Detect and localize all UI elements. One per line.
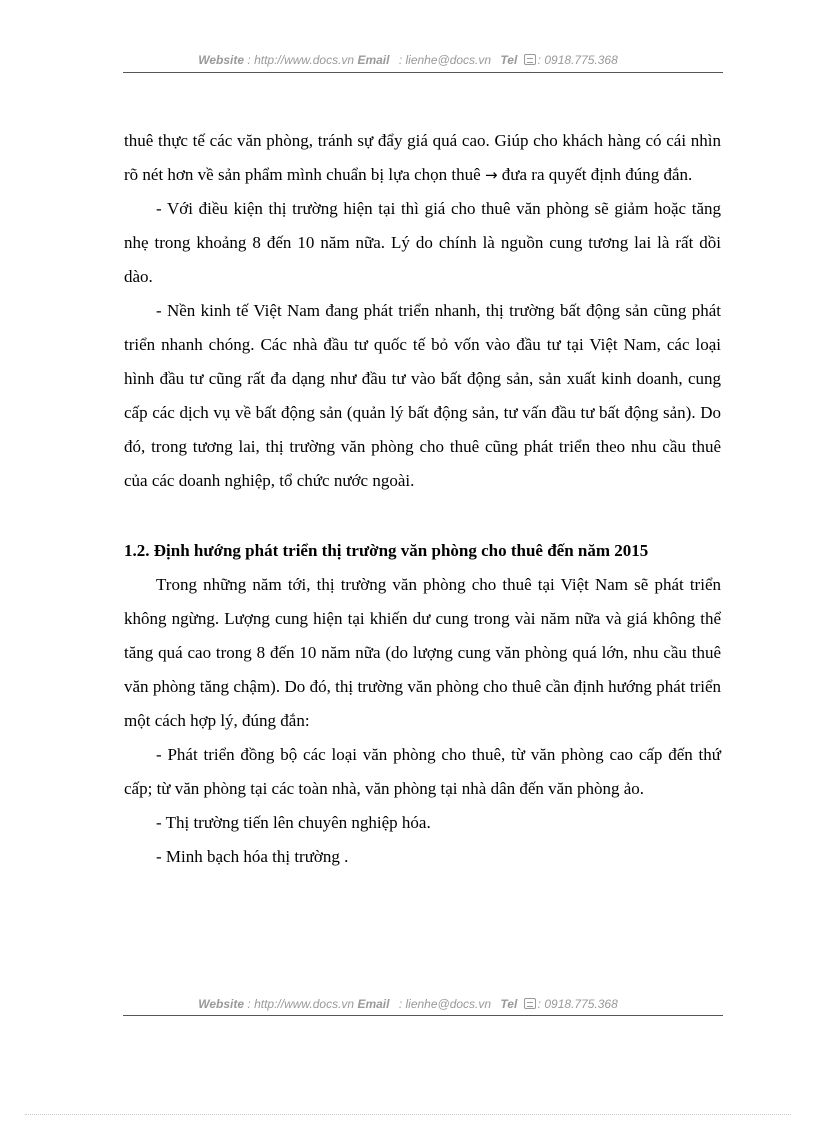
footer-tel-label: Tel — [500, 997, 518, 1011]
paragraph-1-text-a: thuê thực tế các văn phòng, tránh sự đẩy giá quá cao. Giúp cho khách hàng có cái nhìn rõ nét hơn về sản phẩm mình chuẩn bị lựa chọn thuê — [124, 131, 721, 184]
paragraph-1-text-b: đưa ra quyết định đúng đắn. — [497, 165, 693, 184]
header-website-sep: : — [247, 53, 251, 67]
page-header — [0, 53, 816, 67]
header-email-sep: : — [398, 53, 403, 67]
paragraph-3: - Nền kinh tế Việt Nam đang phát triển nhanh, thị trường bất động sản cũng phát triển nhanh chóng. Các nhà đầu tư quốc tế bỏ vốn vào đầu tư tại Việt Nam, các loại hình đầu tư cũng rất đa dạng như đầu tư vào bất động sản, sản xuất kinh doanh, cung cấp các dịch vụ về bất động sản (quản lý bất động sản, tư vấn đầu tư bất động sản). Do đó, trong tương lai, thị trường văn phòng cho thuê cũng phát triển theo nhu cầu thuê của các doanh nghiệp, tổ chức nước ngoài. — [124, 301, 721, 490]
footer-website-sep: : — [247, 997, 251, 1011]
paragraph-2: - Với điều kiện thị trường hiện tại thì giá cho thuê văn phòng sẽ giảm hoặc tăng nhẹ trong khoảng 8 đến 10 năm nữa. Lý do chính là nguồn cung tương lai là rất dồi dào. — [124, 199, 721, 286]
paragraph-6: - Thị trường tiến lên chuyên nghiệp hóa. — [156, 813, 431, 832]
paragraph-1 — [124, 124, 721, 192]
section-heading: 1.2. Định hướng phát triển thị trường văn phòng cho thuê đến năm 2015 — [124, 541, 649, 560]
footer-divider — [123, 1015, 723, 1016]
footer-email-sep: : — [398, 997, 403, 1011]
header-tel-label: Tel — [500, 53, 518, 67]
arrow-right-icon: → — [484, 166, 498, 184]
paragraph-5: - Phát triển đồng bộ các loại văn phòng cho thuê, từ văn phòng cao cấp đến thứ cấp; từ văn phòng tại các toàn nhà, văn phòng tại nhà dân đến văn phòng ảo. — [124, 745, 721, 798]
header-website-label: Website — [198, 53, 245, 67]
header-divider — [123, 72, 723, 73]
header-tel-value: 0918.775.368 — [544, 53, 618, 67]
footer-email-link[interactable]: lienhe@docs.vn — [405, 997, 492, 1011]
paragraph-7: - Minh bạch hóa thị trường . — [156, 847, 349, 866]
header-website-link[interactable]: http://www.docs.vn — [254, 53, 355, 67]
phone-icon — [524, 998, 536, 1009]
page-bottom-border — [25, 1114, 791, 1115]
header-tel-sep: : — [537, 53, 542, 67]
page-footer — [0, 997, 816, 1011]
footer-website-link[interactable]: http://www.docs.vn — [254, 997, 355, 1011]
header-email-link[interactable]: lienhe@docs.vn — [405, 53, 492, 67]
paragraph-4: Trong những năm tới, thị trường văn phòng cho thuê tại Việt Nam sẽ phát triển không ngừng. Lượng cung hiện tại khiến dư cung trong vài năm nữa và giá không thể tăng quá cao trong 8 đến 10 năm nữa (do lượng cung văn phòng quá lớn, nhu cầu thuê văn phòng tăng chậm). Do đó, thị trường văn phòng cho thuê cần định hướng phát triển một cách hợp lý, đúng đắn: — [124, 575, 721, 730]
header-email-label: Email — [357, 53, 390, 67]
document-body — [124, 124, 721, 874]
footer-tel-sep: : — [537, 997, 542, 1011]
footer-email-label: Email — [357, 997, 390, 1011]
footer-website-label: Website — [198, 997, 245, 1011]
footer-tel-value: 0918.775.368 — [544, 997, 618, 1011]
phone-icon — [524, 54, 536, 65]
